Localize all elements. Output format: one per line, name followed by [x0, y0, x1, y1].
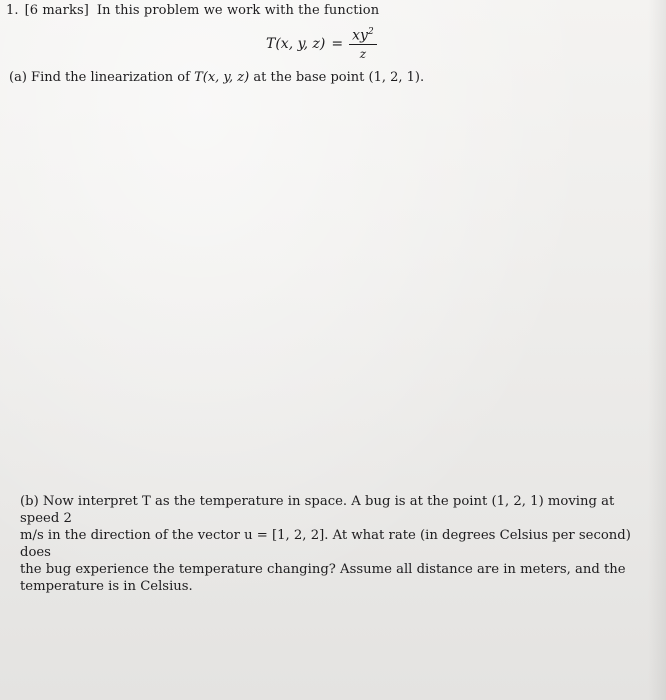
formula-numerator: [349, 28, 377, 45]
function-formula: [266, 24, 377, 64]
question-intro: In this problem we work with the function: [96, 3, 380, 18]
part-a-question: [9, 70, 424, 85]
question-header: [6, 3, 379, 18]
part-b-line: m/s in the direction of the vector u = [1, 2, 2]. At what rate (in degrees Celsius per second) does: [20, 528, 631, 560]
numerator-exponent: 2: [367, 26, 374, 37]
part-b-line: temperature is in Celsius.: [20, 579, 193, 594]
formula-fraction: [349, 28, 377, 61]
part-b-question: [20, 493, 640, 595]
formula-equals: =: [331, 36, 344, 52]
part-b-line: (b) Now interpret T as the temperature in space. A bug is at the point (1, 2, 1) moving at speed 2: [20, 494, 615, 526]
part-a-function: T(x, y, z): [194, 70, 250, 85]
part-a-text-after: at the base point (1, 2, 1).: [253, 70, 425, 85]
formula-lhs: T(x, y, z): [266, 36, 326, 52]
formula-denominator: z: [359, 47, 367, 62]
part-b-line: the bug experience the temperature changing? Assume all distance are in meters, and the: [20, 562, 626, 577]
question-marks: [6 marks]: [24, 3, 89, 18]
page-edge-shadow: [648, 0, 666, 700]
numerator-text: xy: [352, 27, 368, 44]
question-number: 1.: [6, 3, 19, 18]
part-a-text-before: Find the linearization of: [31, 70, 190, 85]
part-a-label: (a): [9, 70, 27, 85]
